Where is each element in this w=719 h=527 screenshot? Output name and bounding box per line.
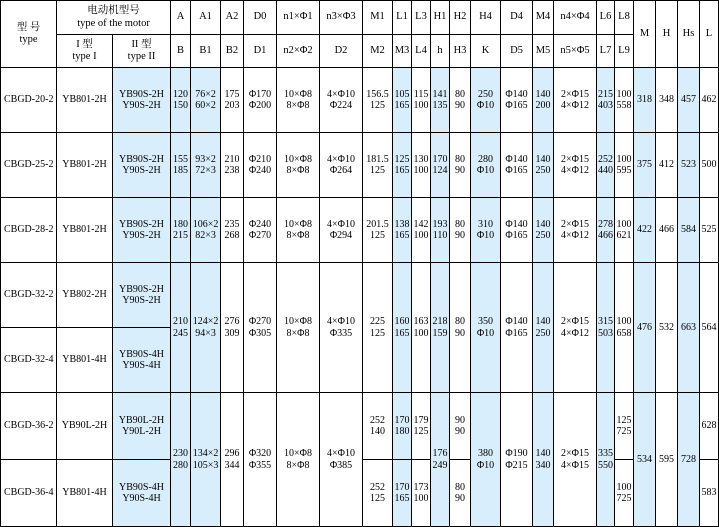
type1-cell: YB801-2H (57, 133, 113, 198)
header-type2 (113, 35, 171, 68)
header-m3: M3 (393, 35, 412, 68)
cell-l1-m3: 160 165 (393, 263, 412, 393)
cell-l1-m3: 105 165 (393, 68, 412, 133)
cell-a2-b2: 235 268 (221, 198, 244, 263)
header-n1: n1×Φ1 (277, 1, 320, 35)
type1-cell: YB801-4H (57, 328, 113, 393)
cell-h2-h3: 90 90 (450, 393, 471, 460)
table-row (1, 198, 719, 263)
cell-d4-d5: Φ140 Φ165 (501, 198, 533, 263)
cell-a-b: 180 215 (171, 198, 191, 263)
header-m4: M4 (533, 1, 554, 35)
cell-m: 476 (634, 263, 656, 393)
cell-l3-l4: 173 100 (412, 460, 431, 527)
cell-l: 525 (700, 198, 719, 263)
cell-a2-b2: 276 309 (221, 263, 244, 393)
cell-d0-d1: Φ270 Φ305 (244, 263, 277, 393)
cell-h4-k: 250 Φ10 (471, 68, 501, 133)
cell-d0-d1: Φ210 Φ240 (244, 133, 277, 198)
cell-a2-b2: 210 238 (221, 133, 244, 198)
cell-l8-l9: 100 725 (615, 460, 634, 527)
header-h1: H1 (431, 1, 450, 35)
cell-n4-n5: 2×Φ15 4×Φ15 (554, 393, 597, 527)
header-model-cn: 型 号 (16, 21, 41, 33)
type1-cell: YB801-2H (57, 198, 113, 263)
header-type1-en: type I (72, 51, 97, 62)
cell-d4-d5: Φ140 Φ165 (501, 263, 533, 393)
cell-n4-n5: 2×Φ15 4×Φ12 (554, 133, 597, 198)
header-h-lower: h (431, 35, 450, 68)
cell-h1-h: 170 124 (431, 133, 450, 198)
cell-d4-d5: Φ140 Φ165 (501, 68, 533, 133)
type2-cell: YB90S-4H Y90S-4H (113, 460, 171, 527)
cell-n1-n2: 10×Φ8 8×Φ8 (277, 133, 320, 198)
cell-l8-l9: 100 595 (615, 133, 634, 198)
header-row-top (1, 1, 719, 35)
header-motor-en: type of the motor (77, 17, 150, 29)
model-cell: CBGD-28-2 (1, 198, 57, 263)
cell-n3-d2: 4×Φ10 Φ264 (320, 133, 363, 198)
cell-a-b: 155 185 (171, 133, 191, 198)
header-model-en: type (19, 34, 38, 45)
type2-cell: YB90S-2H Y90S-2H (113, 133, 171, 198)
header-type1 (57, 35, 113, 68)
cell-l: 500 (700, 133, 719, 198)
cell-hs: 663 (678, 263, 700, 393)
cell-a1-b1: 134×2 105×3 (191, 393, 221, 527)
cell-h4-k: 380 Φ10 (471, 393, 501, 527)
header-d2: D2 (320, 35, 363, 68)
header-type1-cn: I 型 (76, 38, 93, 50)
model-cell: CBGD-25-2 (1, 133, 57, 198)
cell-l: 583 (700, 460, 719, 527)
model-cell: CBGD-36-4 (1, 460, 57, 527)
cell-m: 422 (634, 198, 656, 263)
header-motor-cn: 电动机型号 (87, 5, 140, 17)
cell-l3-l4: 163 100 (412, 263, 431, 393)
cell-h4-k: 280 Φ10 (471, 133, 501, 198)
cell-a-b: 230 280 (171, 393, 191, 527)
cell-a1-b1: 76×2 60×2 (191, 68, 221, 133)
cell-l: 628 (700, 393, 719, 460)
cell-l: 564 (700, 263, 719, 393)
header-a2: A2 (221, 1, 244, 35)
cell-h1-h: 193 110 (431, 198, 450, 263)
cell-n1-n2: 10×Φ8 8×Φ8 (277, 68, 320, 133)
header-l1: L1 (393, 1, 412, 35)
cell-a1-b1: 124×2 94×3 (191, 263, 221, 393)
header-type2-cn: II 型 (131, 38, 152, 50)
header-hs: Hs (678, 1, 700, 68)
header-b: B (171, 35, 191, 68)
cell-l1-m3: 170 180 (393, 393, 412, 460)
type2-cell: YB90S-2H Y90S-2H (113, 68, 171, 133)
table-row (1, 68, 719, 133)
cell-h: 348 (656, 68, 678, 133)
cell-l6-l7: 335 550 (597, 393, 615, 527)
cell-h: 466 (656, 198, 678, 263)
cell-l1-m3: 170 165 (393, 460, 412, 527)
cell-d4-d5: Φ190 Φ215 (501, 393, 533, 527)
header-k: K (471, 35, 501, 68)
cell-d0-d1: Φ320 Φ355 (244, 393, 277, 527)
table-row (1, 133, 719, 198)
cell-hs: 584 (678, 198, 700, 263)
cell-h2-h3: 80 90 (450, 133, 471, 198)
table-row (1, 393, 719, 460)
cell-l3-l4: 130 100 (412, 133, 431, 198)
header-n3: n3×Φ3 (320, 1, 363, 35)
cell-m1-m2: 181.5 125 (363, 133, 393, 198)
cell-l6-l7: 252 440 (597, 133, 615, 198)
cell-d0-d1: Φ240 Φ270 (244, 198, 277, 263)
cell-n1-n2: 10×Φ8 8×Φ8 (277, 393, 320, 527)
cell-n1-n2: 10×Φ8 8×Φ8 (277, 198, 320, 263)
header-b1: B1 (191, 35, 221, 68)
cell-h1-h: 176 249 (431, 393, 450, 527)
header-m2: M2 (363, 35, 393, 68)
cell-m: 534 (634, 393, 656, 527)
header-m: M (634, 1, 656, 68)
cell-n4-n5: 2×Φ15 4×Φ12 (554, 68, 597, 133)
cell-n1-n2: 10×Φ8 8×Φ8 (277, 263, 320, 393)
type2-cell: YB90L-2H Y90L-2H (113, 393, 171, 460)
header-motor (57, 1, 171, 35)
cell-l8-l9: 125 725 (615, 393, 634, 460)
model-cell: CBGD-36-2 (1, 393, 57, 460)
header-h4: H4 (471, 1, 501, 35)
model-cell: CBGD-32-4 (1, 328, 57, 393)
header-l: L (700, 1, 719, 68)
cell-hs: 523 (678, 133, 700, 198)
cell-h2-h3: 80 90 (450, 460, 471, 527)
header-model (1, 1, 57, 68)
cell-l8-l9: 100 658 (615, 263, 634, 393)
cell-l3-l4: 115 100 (412, 68, 431, 133)
type2-cell: YB90S-4H Y90S-4H (113, 328, 171, 393)
table-row (1, 263, 719, 328)
header-d5: D5 (501, 35, 533, 68)
cell-l6-l7: 315 503 (597, 263, 615, 393)
header-type2-en: type II (127, 51, 156, 62)
cell-n3-d2: 4×Φ10 Φ224 (320, 68, 363, 133)
type1-cell: YB802-2H (57, 263, 113, 328)
header-d1: D1 (244, 35, 277, 68)
cell-h1-h: 218 159 (431, 263, 450, 393)
cell-m4-m5: 140 340 (533, 393, 554, 527)
cell-n4-n5: 2×Φ15 4×Φ12 (554, 198, 597, 263)
cell-h4-k: 310 Φ10 (471, 198, 501, 263)
cell-l8-l9: 100 621 (615, 198, 634, 263)
header-l9: L9 (615, 35, 634, 68)
cell-h2-h3: 80 90 (450, 68, 471, 133)
type2-cell: YB90S-2H Y90S-2H (113, 198, 171, 263)
cell-m1-m2: 252 125 (363, 460, 393, 527)
cell-m: 318 (634, 68, 656, 133)
cell-a1-b1: 93×2 72×3 (191, 133, 221, 198)
cell-m1-m2: 201.5 125 (363, 198, 393, 263)
header-m5: M5 (533, 35, 554, 68)
cell-l6-l7: 278 466 (597, 198, 615, 263)
model-cell: CBGD-20-2 (1, 68, 57, 133)
cell-h4-k: 350 Φ10 (471, 263, 501, 393)
header-h: H (656, 1, 678, 68)
header-d4: D4 (501, 1, 533, 35)
cell-h: 532 (656, 263, 678, 393)
cell-a-b: 120 150 (171, 68, 191, 133)
header-a: A (171, 1, 191, 35)
header-n5: n5×Φ5 (554, 35, 597, 68)
header-b2: B2 (221, 35, 244, 68)
cell-n3-d2: 4×Φ10 Φ294 (320, 198, 363, 263)
type2-cell: YB90S-2H Y90S-2H (113, 263, 171, 328)
cell-n3-d2: 4×Φ10 Φ335 (320, 263, 363, 393)
cell-a1-b1: 106×2 82×3 (191, 198, 221, 263)
cell-l8-l9: 100 558 (615, 68, 634, 133)
cell-m1-m2: 225 125 (363, 263, 393, 393)
cell-h2-h3: 80 90 (450, 263, 471, 393)
cell-l3-l4: 142 100 (412, 198, 431, 263)
header-l7: L7 (597, 35, 615, 68)
cell-l: 462 (700, 68, 719, 133)
cell-l1-m3: 138 165 (393, 198, 412, 263)
cell-a2-b2: 175 203 (221, 68, 244, 133)
header-a1: A1 (191, 1, 221, 35)
cell-m: 375 (634, 133, 656, 198)
cell-m4-m5: 140 250 (533, 198, 554, 263)
type1-cell: YB801-4H (57, 460, 113, 527)
cell-h: 412 (656, 133, 678, 198)
cell-a-b: 210 245 (171, 263, 191, 393)
header-n2: n2×Φ2 (277, 35, 320, 68)
cell-a2-b2: 296 344 (221, 393, 244, 527)
model-cell: CBGD-32-2 (1, 263, 57, 328)
header-n4: n4×Φ4 (554, 1, 597, 35)
cell-m4-m5: 140 200 (533, 68, 554, 133)
cell-h2-h3: 80 90 (450, 198, 471, 263)
cell-n4-n5: 2×Φ15 4×Φ12 (554, 263, 597, 393)
cell-h1-h: 141 135 (431, 68, 450, 133)
cell-n3-d2: 4×Φ10 Φ385 (320, 393, 363, 527)
cell-d4-d5: Φ140 Φ165 (501, 133, 533, 198)
cell-h: 595 (656, 393, 678, 527)
header-h3: H3 (450, 35, 471, 68)
cell-m1-m2: 252 140 (363, 393, 393, 460)
header-l3: L3 (412, 1, 431, 35)
cell-hs: 728 (678, 393, 700, 527)
cell-l3-l4: 179 125 (412, 393, 431, 460)
header-l8: L8 (615, 1, 634, 35)
header-d0: D0 (244, 1, 277, 35)
cell-hs: 457 (678, 68, 700, 133)
header-m1: M1 (363, 1, 393, 35)
cell-d0-d1: Φ170 Φ200 (244, 68, 277, 133)
cell-m4-m5: 140 250 (533, 133, 554, 198)
cell-l6-l7: 215 403 (597, 68, 615, 133)
type1-cell: YB801-2H (57, 68, 113, 133)
header-row-bottom (1, 35, 719, 68)
cell-m4-m5: 140 250 (533, 263, 554, 393)
header-l6: L6 (597, 1, 615, 35)
type1-cell: YB90L-2H (57, 393, 113, 460)
cell-m1-m2: 156.5 125 (363, 68, 393, 133)
header-l4: L4 (412, 35, 431, 68)
cell-l1-m3: 125 165 (393, 133, 412, 198)
header-h2: H2 (450, 1, 471, 35)
